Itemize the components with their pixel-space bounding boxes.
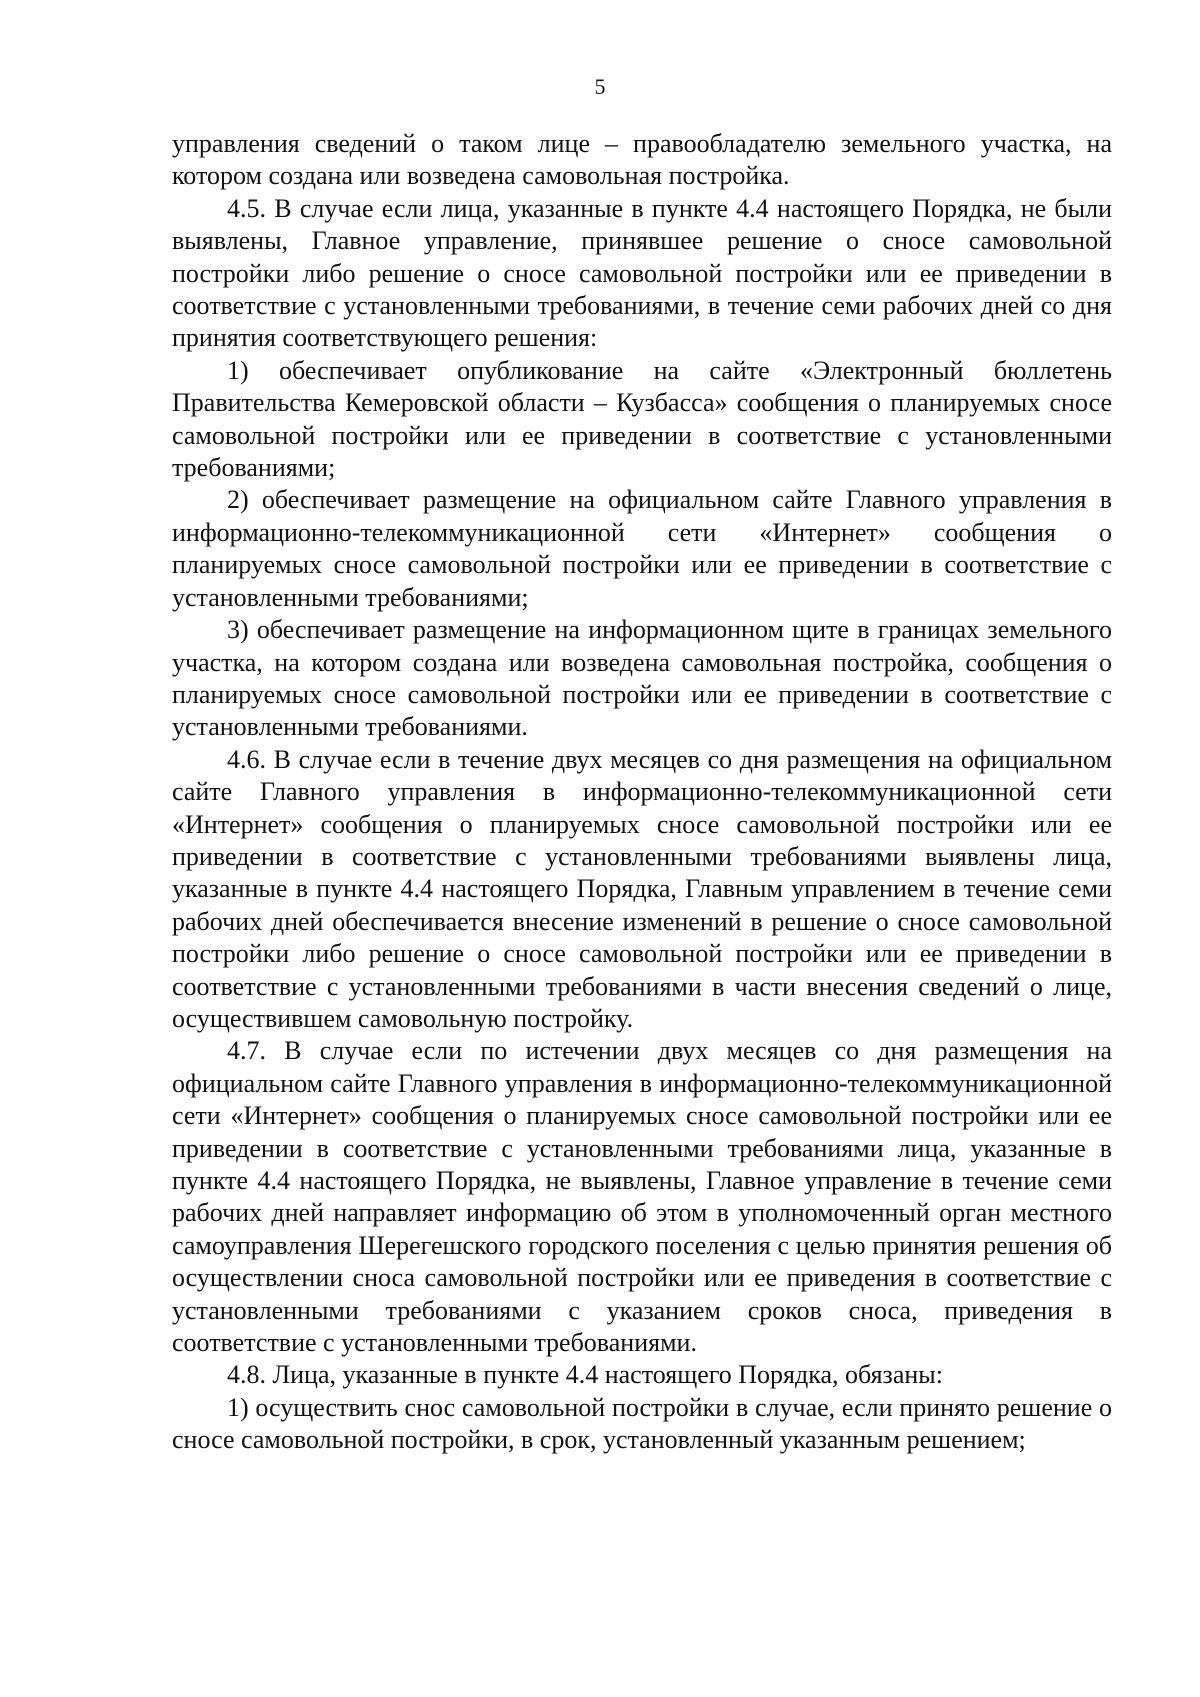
paragraph-4-8-item-1: 1) осуществить снос самовольной постройки в случае, если принято решение о сносе самовольной постройки, в срок, установленный указанным решением; bbox=[172, 1392, 1112, 1455]
document-body bbox=[172, 128, 1112, 1457]
paragraph-continuation: управления сведений о таком лице – правообладателю земельного участка, на котором создана или возведена самовольная постройка. bbox=[172, 129, 1112, 191]
paragraph-4-6: 4.6. В случае если в течение двух месяцев со дня размещения на официальном сайте Главного управления в информационно-телекоммуникационной сети «Интернет» сообщения о планируемых сносе самовольной постройки или ее приведении в соответствие с установленными требованиями выявлены лица, указанные в пункте 4.4 настоящего Порядка, Главным управлением в течение семи рабочих дней обеспечивается внесение изменений в решение о сносе самовольной постройки либо решение о сносе самовольной постройки или ее приведении в соответствие с установленными требованиями в части внесения сведений о лице, осуществившем самовольную постройку. bbox=[172, 744, 1112, 1033]
paragraph-4-5-item-1: 1) обеспечивает опубликование на сайте «Электронный бюллетень Правительства Кемеровской области – Кузбасса» сообщения о планируемых сносе самовольной постройки или ее приведении в соответствие с установленными требованиями; bbox=[172, 355, 1112, 483]
paragraph-4-7: 4.7. В случае если по истечении двух месяцев со дня размещения на официальном сайте Главного управления в информационно-телекоммуникационной сети «Интернет» сообщения о планируемых сносе самовольной постройки или ее приведении в соответствие с установленными требованиями лица, указанные в пункте 4.4 настоящего Порядка, не выявлены, Главное управление в течение семи рабочих дней направляет информацию об этом в уполномоченный орган местного самоуправления Шерегешского городского поселения с целью принятия решения об осуществлении сноса самовольной постройки или ее приведения в соответствие с установленными требованиями с указанием сроков сноса, приведения в соответствие с установленными требованиями. bbox=[172, 1036, 1112, 1358]
paragraph-4-5-item-2: 2) обеспечивает размещение на официальном сайте Главного управления в информационно-телекоммуникационной сети «Интернет» сообщения о планируемых сносе самовольной постройки или ее приведении в соответствие с установленными требованиями; bbox=[172, 485, 1112, 612]
paragraph-4-5-item-3: 3) обеспечивает размещение на информационном щите в границах земельного участка, на котором создана или возведена самовольная постройка, сообщения о планируемых сносе самовольной постройки или ее приведении в соответствие с установленными требованиями. bbox=[172, 615, 1112, 742]
paragraph-4-8: 4.8. Лица, указанные в пункте 4.4 настоящего Порядка, обязаны: bbox=[227, 1360, 943, 1390]
page-number: 5 bbox=[594, 74, 606, 99]
paragraph-4-5: 4.5. В случае если лица, указанные в пункте 4.4 настоящего Порядка, не были выявлены, Главное управление, принявшее решение о сносе самовольной постройки либо решение о сносе самовольной постройки или ее приведении в соответствие с установленными требованиями, в течение семи рабочих дней со дня принятия соответствующего решения: bbox=[172, 193, 1112, 353]
